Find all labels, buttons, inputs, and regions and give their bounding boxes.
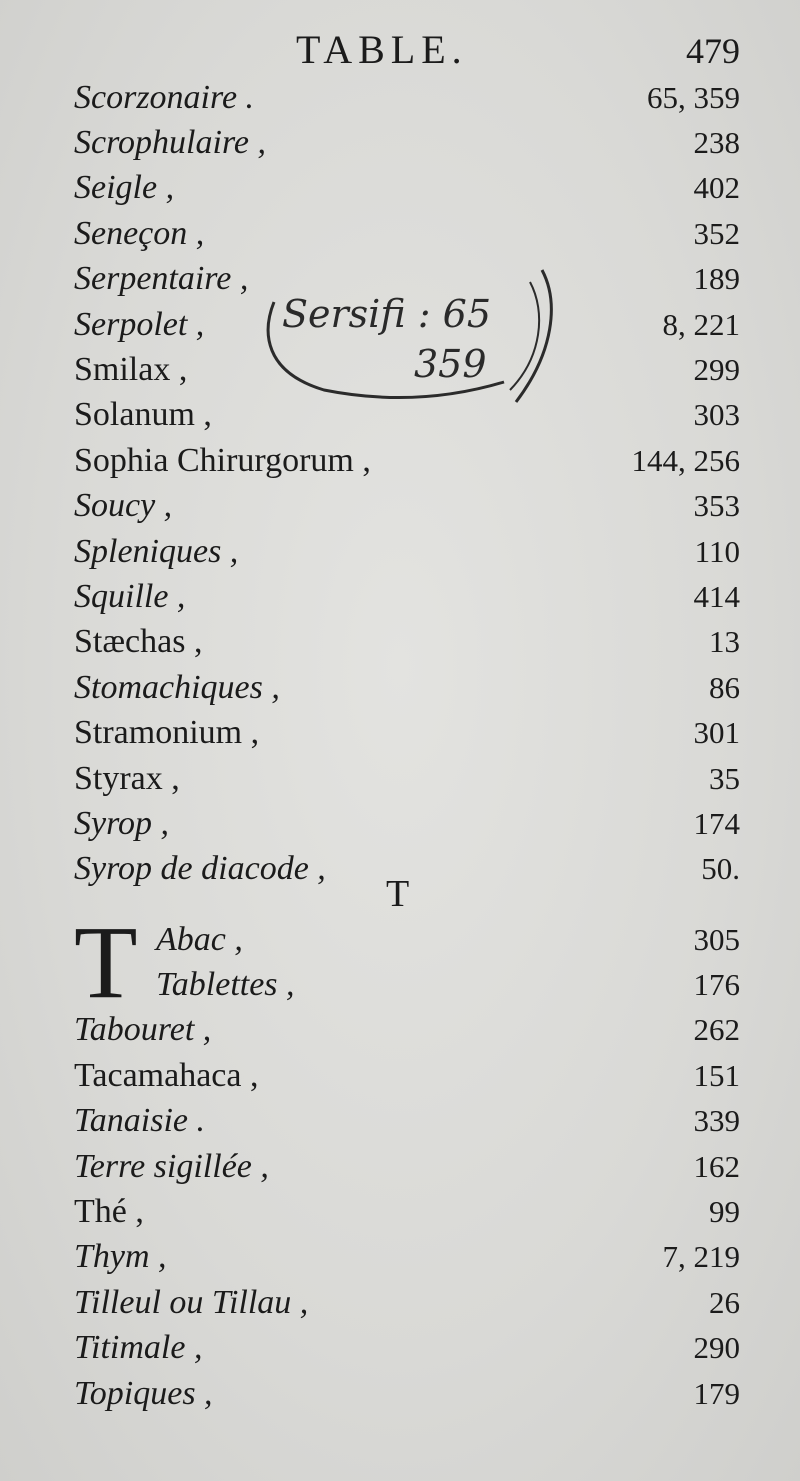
entry-term: Squille , [74,577,186,615]
entry-pages: 8, 221 [662,306,740,342]
index-list-s [74,75,740,892]
entry-term: Spleniques , [74,532,239,570]
section-heading-t: T [386,873,410,915]
entry-pages: 26 [709,1284,740,1320]
entry-term: Styrax , [74,759,180,797]
entry-term: Stramonium , [74,714,260,752]
entry-pages: 262 [693,1012,740,1048]
entry-term: Sophia Chirurgorum , [74,441,371,479]
entry-term: Tacamahaca , [74,1056,259,1094]
entry-term: Tabouret , [74,1011,212,1049]
index-entry [74,1280,740,1325]
entry-pages: 174 [693,805,740,841]
entry-pages: 13 [709,624,740,660]
index-entry [74,962,740,1007]
entry-pages: 50. [701,851,740,887]
entry-term: Seigle , [74,169,175,207]
entry-term: Scorzonaire . [74,78,255,116]
index-entry [74,1235,740,1280]
annotation-line-1: Sersifi : 65 [282,292,491,336]
handwritten-annotation [254,262,564,412]
index-entry [74,1189,740,1234]
entry-term: Tanaisie . [74,1102,206,1140]
entry-pages: 65, 359 [647,79,740,115]
index-entry [74,120,740,165]
entry-pages: 35 [709,760,740,796]
entry-term: Topiques , [74,1374,213,1412]
entry-pages: 402 [693,170,740,206]
entry-term: Serpentaire , [74,260,249,298]
index-entry [74,1326,740,1371]
entry-term: Syrop de diacode , [74,850,326,888]
index-entry [74,756,740,801]
index-entry [74,75,740,120]
entry-term: Tablettes , [156,966,295,1004]
entry-term: Scrophulaire , [74,124,267,162]
entry-pages: 238 [693,125,740,161]
index-entry [74,1371,740,1416]
entry-pages: 7, 219 [662,1239,740,1275]
entry-term: Serpolet , [74,305,205,343]
annotation-line-2: 359 [414,342,487,386]
entry-pages: 414 [693,578,740,614]
entry-term: Tilleul ou Tillau , [74,1283,309,1321]
entry-pages: 179 [693,1375,740,1411]
index-entry [74,529,740,574]
drop-cap-letter: T [74,905,138,1020]
entry-pages: 352 [693,215,740,251]
entry-pages: 176 [693,967,740,1003]
index-entry [74,1144,740,1189]
entry-pages: 299 [693,352,740,388]
entry-term: Seneçon , [74,214,205,252]
entry-pages: 305 [693,921,740,957]
entry-pages: 144, 256 [631,442,740,478]
entry-term: Soucy , [74,487,173,525]
index-entry [74,710,740,755]
index-entry [74,211,740,256]
entry-term: Stomachiques , [74,668,280,706]
entry-term: Smilax , [74,351,188,389]
entry-pages: 86 [709,669,740,705]
entry-term: Solanum , [74,396,212,434]
entry-pages: 301 [693,715,740,751]
entry-pages: 189 [693,261,740,297]
entry-pages: 151 [693,1057,740,1093]
index-entry [74,166,740,211]
index-entry [74,1099,740,1144]
index-entry [74,574,740,619]
entry-term: Thé , [74,1193,144,1231]
entry-pages: 303 [693,397,740,433]
index-entry [74,620,740,665]
entry-term: Titimale , [74,1329,203,1367]
index-list-t [74,905,740,1416]
entry-term: Stæchas , [74,623,203,661]
index-entry [74,1053,740,1098]
index-entry [74,484,740,529]
page-number: 479 [686,31,740,71]
entry-term: Syrop , [74,804,170,842]
index-entry [74,1008,740,1053]
entry-pages: 353 [693,488,740,524]
entry-pages: 99 [709,1194,740,1230]
entry-term: Terre sigillée , [74,1147,269,1185]
page-header-title: TABLE. [296,27,468,72]
annotation-bracket [254,262,564,412]
entry-pages: 290 [693,1330,740,1366]
entry-term: Abac , [156,920,243,958]
entry-pages: 162 [693,1148,740,1184]
index-entry [74,438,740,483]
index-entry [74,665,740,710]
index-entry [74,801,740,846]
entry-term: Thym , [74,1238,167,1276]
entry-pages: 339 [693,1103,740,1139]
index-entry [74,917,740,962]
entry-pages: 110 [694,533,740,569]
